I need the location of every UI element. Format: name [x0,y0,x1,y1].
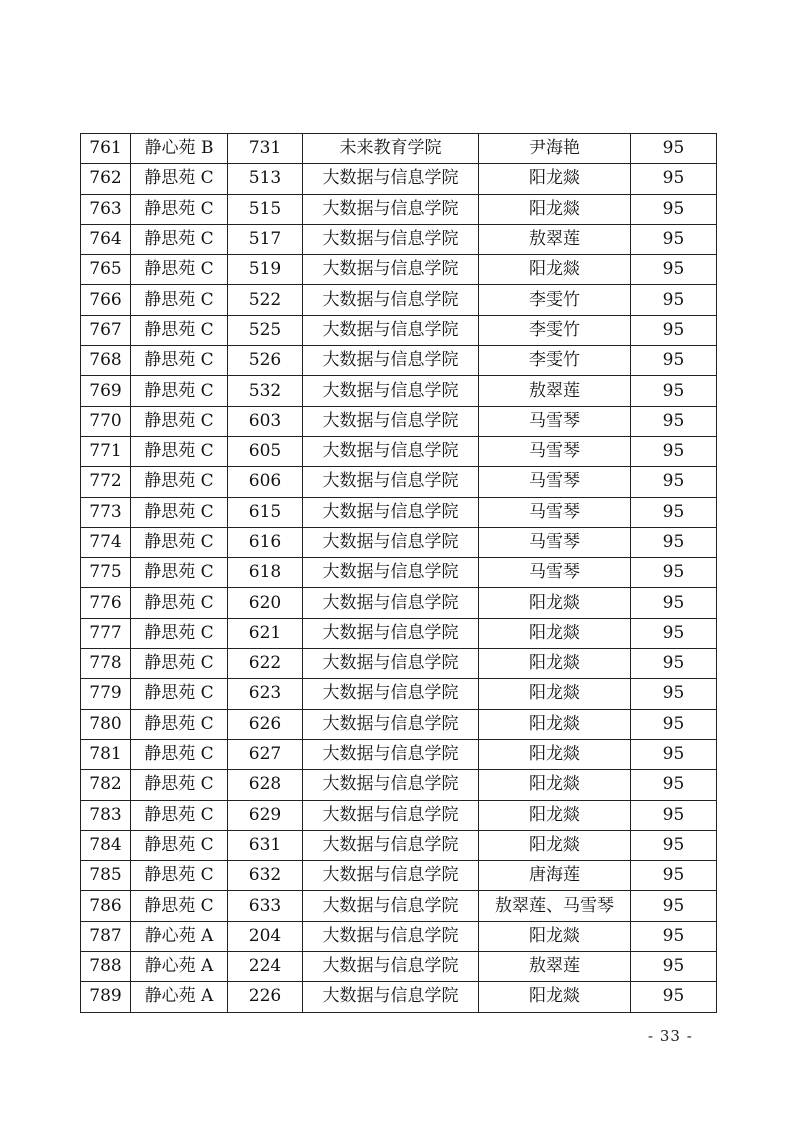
cell-score: 95 [631,861,717,891]
cell-no: 771 [81,436,131,466]
cell-room: 632 [228,861,303,891]
cell-counselor: 唐海莲 [479,861,631,891]
cell-no: 778 [81,649,131,679]
cell-no: 770 [81,406,131,436]
cell-no: 775 [81,558,131,588]
cell-score: 95 [631,255,717,285]
table-row [81,649,717,679]
cell-no: 768 [81,346,131,376]
cell-counselor: 阳龙燚 [479,649,631,679]
table-row [81,770,717,800]
cell-counselor: 李雯竹 [479,346,631,376]
cell-no: 777 [81,618,131,648]
cell-score: 95 [631,285,717,315]
cell-no: 783 [81,800,131,830]
table-row [81,346,717,376]
cell-building: 静思苑 C [131,467,228,497]
cell-building: 静思苑 C [131,618,228,648]
cell-counselor: 阳龙燚 [479,164,631,194]
cell-college: 大数据与信息学院 [303,649,479,679]
cell-score: 95 [631,891,717,921]
cell-college: 大数据与信息学院 [303,618,479,648]
cell-room: 622 [228,649,303,679]
cell-room: 615 [228,497,303,527]
cell-score: 95 [631,558,717,588]
cell-score: 95 [631,164,717,194]
cell-counselor: 马雪琴 [479,527,631,557]
cell-no: 779 [81,679,131,709]
cell-room: 627 [228,739,303,769]
cell-building: 静思苑 C [131,436,228,466]
cell-building: 静思苑 C [131,255,228,285]
table-row [81,406,717,436]
cell-counselor: 敖翠莲 [479,224,631,254]
cell-counselor: 马雪琴 [479,467,631,497]
cell-counselor: 敖翠莲 [479,952,631,982]
table-row [81,921,717,951]
table-row [81,800,717,830]
cell-building: 静思苑 C [131,679,228,709]
cell-college: 大数据与信息学院 [303,436,479,466]
cell-counselor: 马雪琴 [479,406,631,436]
cell-score: 95 [631,830,717,860]
cell-room: 525 [228,315,303,345]
cell-college: 大数据与信息学院 [303,800,479,830]
cell-no: 763 [81,194,131,224]
cell-counselor: 阳龙燚 [479,739,631,769]
cell-score: 95 [631,346,717,376]
cell-counselor: 马雪琴 [479,497,631,527]
table-row [81,134,717,164]
cell-building: 静思苑 C [131,194,228,224]
cell-building: 静心苑 A [131,982,228,1012]
cell-college: 大数据与信息学院 [303,770,479,800]
table-row [81,285,717,315]
cell-college: 大数据与信息学院 [303,285,479,315]
cell-no: 788 [81,952,131,982]
cell-no: 785 [81,861,131,891]
cell-counselor: 敖翠莲 [479,376,631,406]
cell-room: 620 [228,588,303,618]
cell-score: 95 [631,467,717,497]
cell-room: 603 [228,406,303,436]
cell-building: 静思苑 C [131,224,228,254]
table-row [81,497,717,527]
cell-room: 526 [228,346,303,376]
cell-counselor: 阳龙燚 [479,679,631,709]
table-row [81,618,717,648]
cell-room: 628 [228,770,303,800]
table-row [81,436,717,466]
cell-no: 781 [81,739,131,769]
cell-room: 204 [228,921,303,951]
cell-score: 95 [631,679,717,709]
cell-building: 静思苑 C [131,739,228,769]
cell-score: 95 [631,770,717,800]
table-row [81,315,717,345]
cell-score: 95 [631,709,717,739]
cell-score: 95 [631,618,717,648]
cell-counselor: 马雪琴 [479,558,631,588]
cell-counselor: 马雪琴 [479,436,631,466]
cell-college: 大数据与信息学院 [303,224,479,254]
cell-no: 782 [81,770,131,800]
cell-college: 大数据与信息学院 [303,952,479,982]
cell-room: 618 [228,558,303,588]
cell-room: 513 [228,164,303,194]
cell-room: 616 [228,527,303,557]
table-row [81,861,717,891]
cell-no: 761 [81,134,131,164]
cell-no: 773 [81,497,131,527]
table-row [81,164,717,194]
cell-college: 大数据与信息学院 [303,194,479,224]
cell-college: 大数据与信息学院 [303,588,479,618]
cell-score: 95 [631,406,717,436]
cell-room: 605 [228,436,303,466]
cell-building: 静思苑 C [131,285,228,315]
cell-no: 762 [81,164,131,194]
cell-college: 大数据与信息学院 [303,709,479,739]
cell-no: 789 [81,982,131,1012]
cell-counselor: 阳龙燚 [479,588,631,618]
cell-building: 静思苑 C [131,800,228,830]
table-row [81,467,717,497]
cell-college: 大数据与信息学院 [303,497,479,527]
cell-college: 大数据与信息学院 [303,891,479,921]
table-row [81,982,717,1012]
cell-college: 大数据与信息学院 [303,164,479,194]
cell-no: 784 [81,830,131,860]
cell-score: 95 [631,921,717,951]
cell-college: 大数据与信息学院 [303,739,479,769]
cell-building: 静心苑 A [131,921,228,951]
cell-college: 大数据与信息学院 [303,921,479,951]
cell-score: 95 [631,527,717,557]
cell-college: 大数据与信息学院 [303,406,479,436]
cell-building: 静心苑 B [131,134,228,164]
cell-score: 95 [631,134,717,164]
cell-room: 515 [228,194,303,224]
cell-counselor: 李雯竹 [479,285,631,315]
table-row [81,952,717,982]
cell-building: 静思苑 C [131,709,228,739]
cell-building: 静思苑 C [131,588,228,618]
cell-room: 519 [228,255,303,285]
table-row [81,709,717,739]
cell-room: 629 [228,800,303,830]
cell-building: 静思苑 C [131,891,228,921]
table-row [81,891,717,921]
cell-college: 大数据与信息学院 [303,255,479,285]
cell-counselor: 阳龙燚 [479,618,631,648]
cell-building: 静思苑 C [131,770,228,800]
cell-college: 大数据与信息学院 [303,467,479,497]
cell-room: 522 [228,285,303,315]
table-row [81,376,717,406]
cell-building: 静思苑 C [131,558,228,588]
cell-no: 769 [81,376,131,406]
cell-college: 未来教育学院 [303,134,479,164]
table-row [81,527,717,557]
cell-room: 532 [228,376,303,406]
cell-score: 95 [631,739,717,769]
cell-room: 621 [228,618,303,648]
table-row [81,739,717,769]
cell-room: 731 [228,134,303,164]
cell-counselor: 阳龙燚 [479,800,631,830]
table-row [81,830,717,860]
cell-college: 大数据与信息学院 [303,558,479,588]
cell-counselor: 尹海艳 [479,134,631,164]
cell-building: 静思苑 C [131,315,228,345]
cell-college: 大数据与信息学院 [303,982,479,1012]
cell-counselor: 阳龙燚 [479,255,631,285]
cell-counselor: 阳龙燚 [479,830,631,860]
cell-no: 774 [81,527,131,557]
cell-building: 静思苑 C [131,164,228,194]
cell-score: 95 [631,315,717,345]
cell-college: 大数据与信息学院 [303,679,479,709]
cell-no: 764 [81,224,131,254]
cell-no: 772 [81,467,131,497]
cell-score: 95 [631,982,717,1012]
cell-counselor: 敖翠莲、马雪琴 [479,891,631,921]
cell-counselor: 阳龙燚 [479,982,631,1012]
cell-counselor: 李雯竹 [479,315,631,345]
cell-building: 静思苑 C [131,497,228,527]
page-number: - 33 - [648,1027,693,1045]
cell-no: 767 [81,315,131,345]
cell-no: 787 [81,921,131,951]
cell-room: 631 [228,830,303,860]
cell-counselor: 阳龙燚 [479,770,631,800]
cell-no: 776 [81,588,131,618]
cell-room: 623 [228,679,303,709]
table-row [81,255,717,285]
cell-no: 780 [81,709,131,739]
cell-room: 517 [228,224,303,254]
table-row [81,194,717,224]
cell-building: 静思苑 C [131,346,228,376]
cell-counselor: 阳龙燚 [479,194,631,224]
cell-score: 95 [631,800,717,830]
cell-building: 静心苑 A [131,952,228,982]
cell-building: 静思苑 C [131,406,228,436]
cell-score: 95 [631,376,717,406]
cell-score: 95 [631,194,717,224]
table-row [81,588,717,618]
cell-score: 95 [631,952,717,982]
cell-building: 静思苑 C [131,861,228,891]
cell-college: 大数据与信息学院 [303,315,479,345]
cell-counselor: 阳龙燚 [479,921,631,951]
cell-room: 633 [228,891,303,921]
cell-score: 95 [631,497,717,527]
cell-counselor: 阳龙燚 [479,709,631,739]
cell-room: 226 [228,982,303,1012]
cell-college: 大数据与信息学院 [303,346,479,376]
cell-score: 95 [631,588,717,618]
cell-building: 静思苑 C [131,376,228,406]
cell-score: 95 [631,224,717,254]
table-row [81,679,717,709]
cell-no: 786 [81,891,131,921]
cell-room: 224 [228,952,303,982]
table-row [81,558,717,588]
cell-room: 606 [228,467,303,497]
cell-college: 大数据与信息学院 [303,830,479,860]
table-row [81,224,717,254]
dorm-score-table [80,133,717,1013]
cell-room: 626 [228,709,303,739]
cell-no: 765 [81,255,131,285]
cell-building: 静思苑 C [131,830,228,860]
cell-college: 大数据与信息学院 [303,527,479,557]
cell-score: 95 [631,649,717,679]
cell-score: 95 [631,436,717,466]
cell-college: 大数据与信息学院 [303,861,479,891]
table-body [81,134,717,1013]
cell-building: 静思苑 C [131,527,228,557]
cell-building: 静思苑 C [131,649,228,679]
cell-no: 766 [81,285,131,315]
cell-college: 大数据与信息学院 [303,376,479,406]
